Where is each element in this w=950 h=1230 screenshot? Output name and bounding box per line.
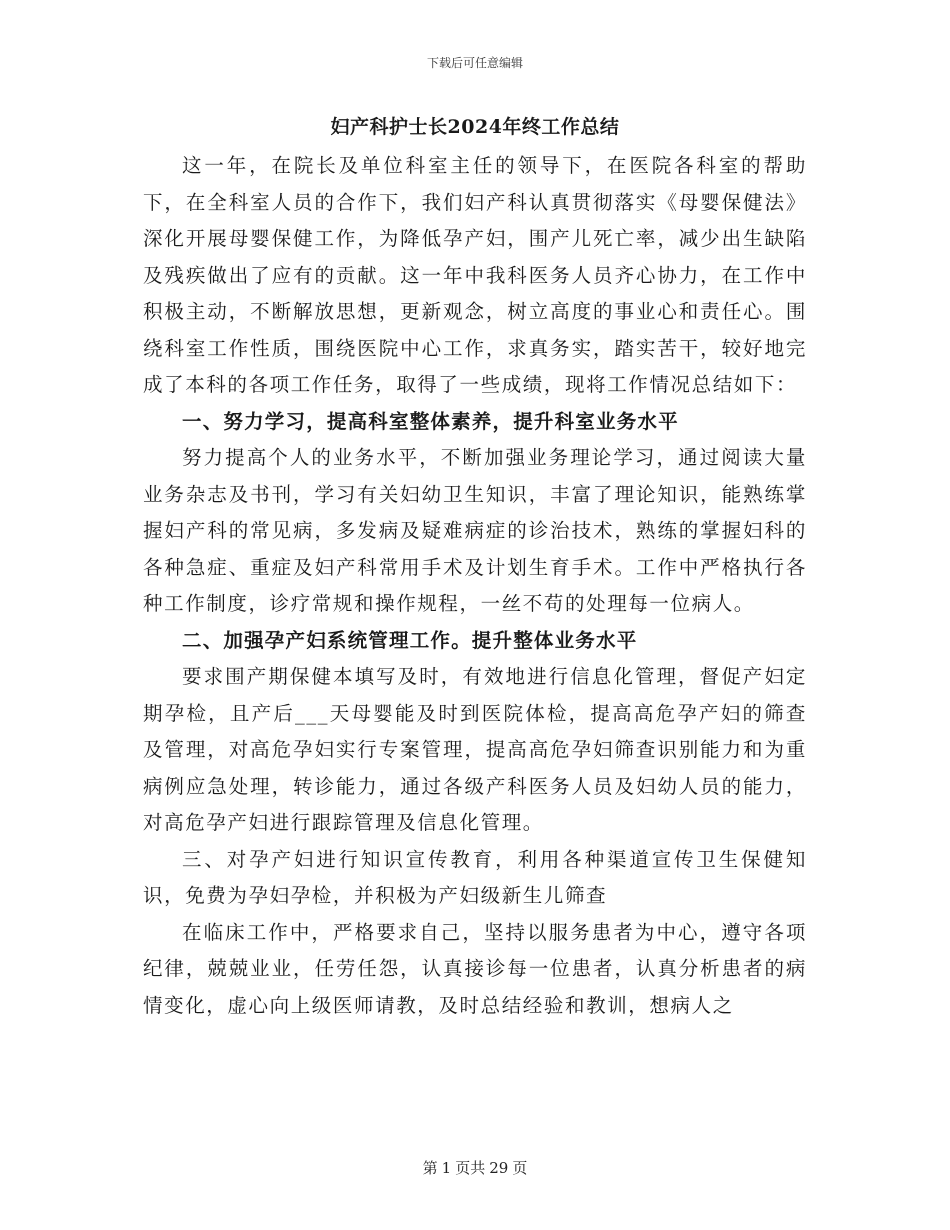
section-heading-2: 二、加强孕产妇系统管理工作。提升整体业务水平 bbox=[182, 628, 638, 652]
paragraph-section-3-heading: 三、对孕产妇进行知识宣传教育，利用各种渠道宣传卫生保健知识，免费为孕妇孕检，并积极为产妇级新生儿筛查 bbox=[143, 847, 807, 907]
footer-total-pages: 29 bbox=[489, 1159, 509, 1177]
document-body bbox=[143, 112, 807, 1024]
document-title: 妇产科护士长2024年终工作总结 bbox=[330, 116, 620, 138]
paragraph-section-1: 努力提高个人的业务水平，不断加强业务理论学习，通过阅读大量业务杂志及书刊，学习有关妇幼卫生知识，丰富了理论知识，能熟练掌握妇产科的常见病，多发病及疑难病症的诊治技术，熟练的掌握妇科的各种急症、重症及妇产科常用手术及计划生育手术。工作中严格执行各种工作制度，诊疗常规和操作规程，一丝不苟的处理每一位病人。 bbox=[143, 446, 807, 615]
paragraph-intro: 这一年，在院长及单位科室主任的领导下，在医院各科室的帮助下，在全科室人员的合作下，我们妇产科认真贯彻落实《母婴保健法》深化开展母婴保健工作，为降低孕产妇，围产儿死亡率，减少出生缺陷及残疾做出了应有的贡献。这一年中我科医务人员齐心协力，在工作中积极主动，不断解放思想，更新观念，树立高度的事业心和责任心。围绕科室工作性质，围绕医院中心工作，求真务实，踏实苦干，较好地完成了本科的各项工作任务，取得了一些成绩，现将工作情况总结如下： bbox=[143, 154, 807, 396]
paragraph-section-3: 在临床工作中，严格要求自己，坚持以服务患者为中心，遵守各项纪律，兢兢业业，任劳任怨，认真接诊每一位患者，认真分析患者的病情变化，虚心向上级医师请教，及时总结经验和教训，想病人之 bbox=[143, 920, 807, 1017]
section-heading-1: 一、努力学习，提高科室整体素养，提升科室业务水平 bbox=[182, 409, 679, 433]
footer-prefix: 第 bbox=[422, 1159, 438, 1177]
footer-middle: 页共 bbox=[455, 1159, 486, 1177]
page-footer bbox=[0, 1157, 950, 1178]
footer-suffix: 页 bbox=[512, 1159, 528, 1177]
page-header-note: 下载后可任意编辑 bbox=[426, 56, 523, 70]
footer-page-number: 1 bbox=[441, 1159, 452, 1177]
paragraph-section-2: 要求围产期保健本填写及时，有效地进行信息化管理，督促产妇定期孕检，且产后___天母婴能及时到医院体检，提高高危孕产妇的筛查及管理，对高危孕妇实行专案管理，提高高危孕妇筛查识别能力和为重病例应急处理，转诊能力，通过各级产科医务人员及妇幼人员的能力，对高危孕产妇进行跟踪管理及信息化管理。 bbox=[143, 665, 807, 834]
